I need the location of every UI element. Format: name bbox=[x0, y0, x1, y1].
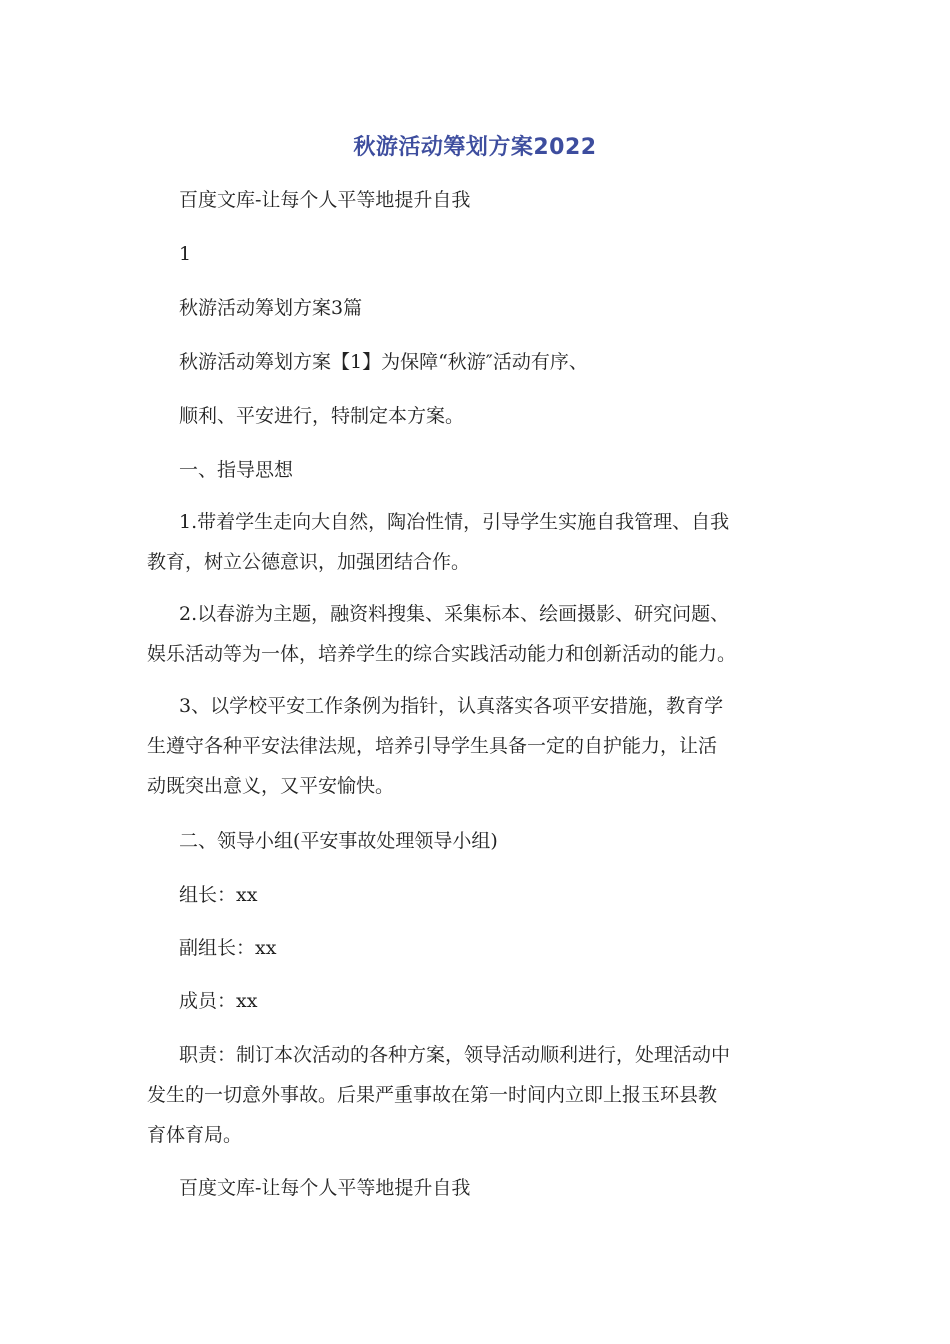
paragraph-line: 1.带着学生走向大自然，陶冶性情，引导学生实施自我管理、自我 bbox=[179, 511, 730, 533]
paragraph-3 bbox=[147, 686, 807, 806]
section-heading-2: 二、领导小组(平安事故处理领导小组) bbox=[179, 830, 498, 852]
watermark-footer: 百度文库-让每个人平等地提升自我 bbox=[179, 1177, 471, 1199]
intro-line-2: 顺利、平安进行，特制定本方案。 bbox=[179, 405, 465, 427]
paragraph-line: 职责：制订本次活动的各种方案，领导活动顺利进行，处理活动中 bbox=[179, 1044, 731, 1066]
paragraph-line: 2.以春游为主题，融资料搜集、采集标本、绘画摄影、研究问题、 bbox=[179, 603, 730, 625]
paragraph-line: 3、以学校平安工作条例为指针，认真落实各项平安措施，教育学 bbox=[179, 695, 724, 717]
page-number: 1 bbox=[179, 243, 192, 265]
leader-line: 组长：xx bbox=[179, 884, 258, 906]
paragraph-line: 生遵守各种平安法律法规，培养引导学生具备一定的自护能力，让活 bbox=[147, 735, 718, 757]
document-title: 秋游活动筹划方案2022 bbox=[353, 135, 597, 160]
intro-line-1: 秋游活动筹划方案【1】为保障“秋游″活动有序、 bbox=[179, 351, 588, 373]
subtitle: 秋游活动筹划方案3篇 bbox=[179, 297, 363, 319]
paragraph-line: 娱乐活动等为一体，培养学生的综合实践活动能力和创新活动的能力。 bbox=[147, 643, 737, 665]
members-line: 成员：xx bbox=[179, 990, 258, 1012]
paragraph-2 bbox=[147, 594, 807, 674]
paragraph-line: 动既突出意义，又平安愉快。 bbox=[147, 775, 395, 797]
section-heading-1: 一、指导思想 bbox=[179, 459, 294, 481]
paragraph-1 bbox=[147, 502, 807, 582]
paragraph-line: 教育，树立公德意识，加强团结合作。 bbox=[147, 551, 471, 573]
paragraph-duty bbox=[147, 1035, 807, 1155]
watermark-header: 百度文库-让每个人平等地提升自我 bbox=[179, 189, 471, 211]
vice-leader-line: 副组长：xx bbox=[179, 937, 277, 959]
paragraph-line: 发生的一切意外事故。后果严重事故在第一时间内立即上报玉环县教 bbox=[147, 1084, 718, 1106]
paragraph-line: 育体育局。 bbox=[147, 1124, 243, 1146]
